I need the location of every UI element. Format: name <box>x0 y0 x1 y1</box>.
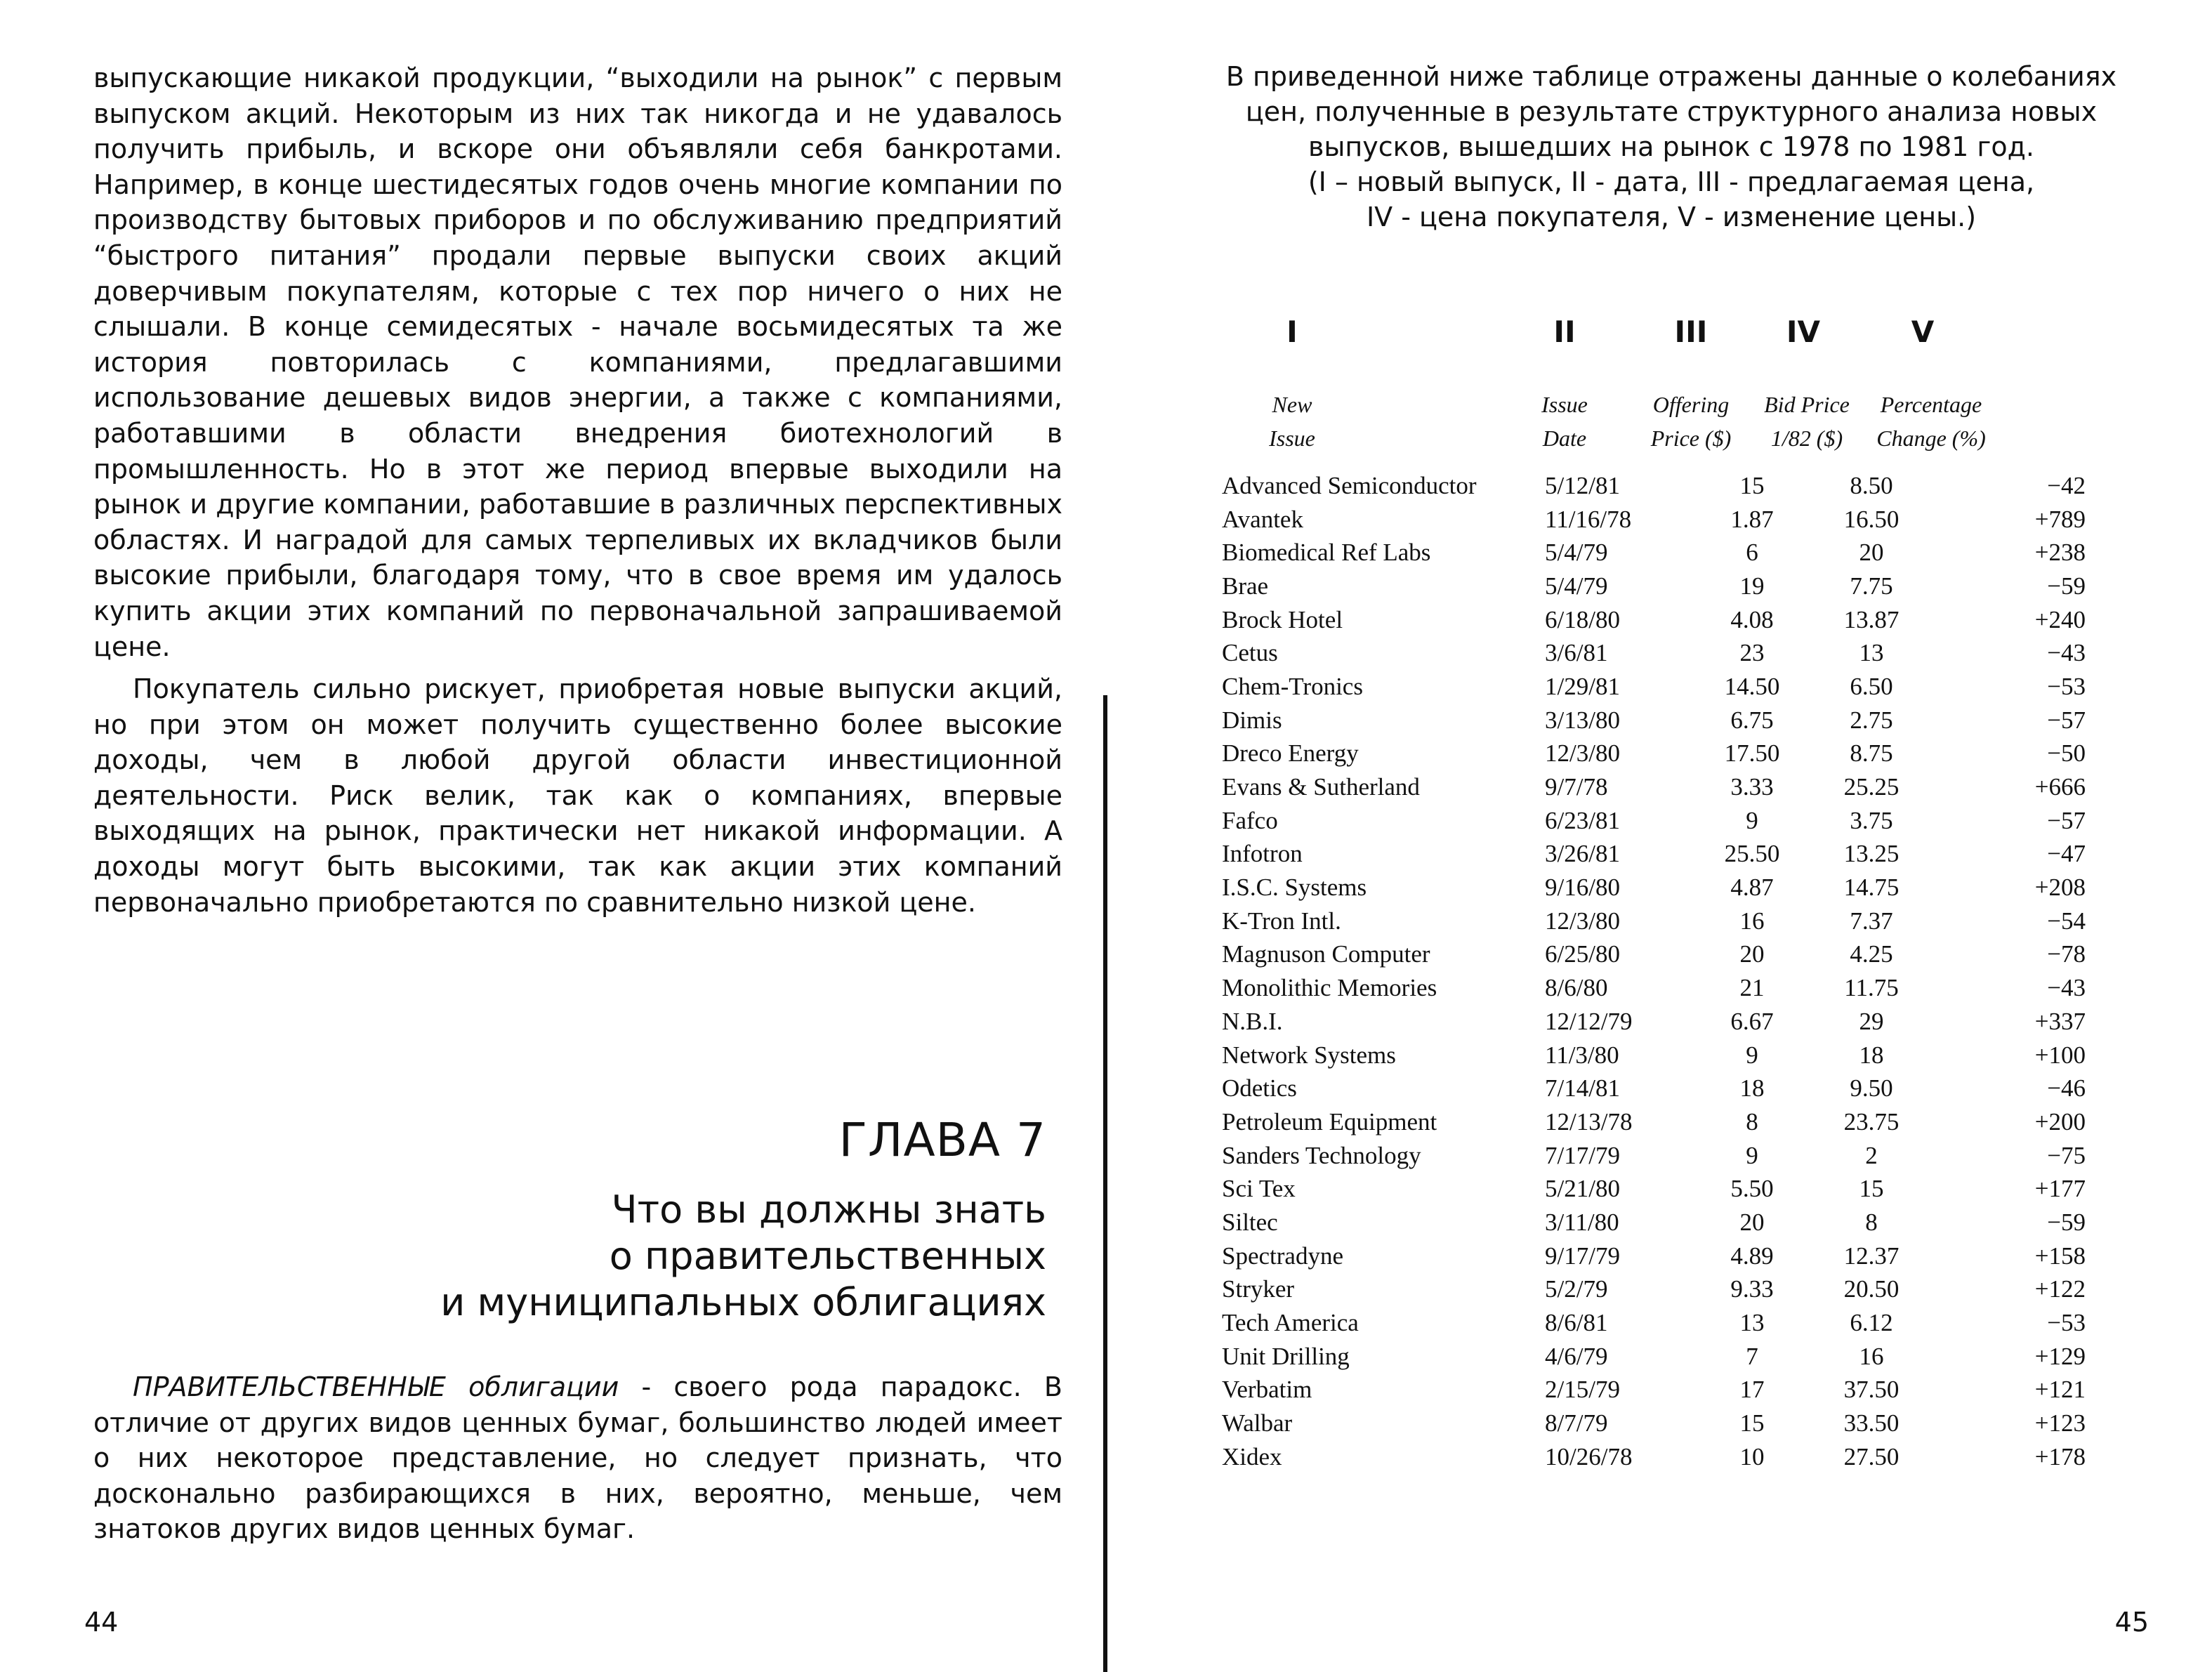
percentage-change-cell: −78 <box>2047 940 2086 968</box>
page-number-left: 44 <box>84 1607 119 1638</box>
offering-price-cell: 16 <box>1739 907 1765 935</box>
page-gutter-line <box>1103 695 1107 1672</box>
issue-name-cell: Sci Tex <box>1222 1175 1296 1203</box>
column-header <box>1745 388 1869 455</box>
issue-date-cell: 5/4/79 <box>1545 572 1608 600</box>
table-row <box>1222 469 2086 503</box>
issue-name-cell: Cetus <box>1222 639 1278 667</box>
issue-date-cell: 3/13/80 <box>1545 706 1620 734</box>
issue-date-cell: 9/16/80 <box>1545 874 1620 902</box>
bid-price-cell: 13.87 <box>1843 605 1900 633</box>
intro-line: выпусков, вышедших на рынок с 1978 по 1981 год. <box>1308 131 2034 162</box>
issue-date-cell: 6/25/80 <box>1545 940 1620 968</box>
issue-date-cell: 6/18/80 <box>1545 605 1620 633</box>
offering-price-cell: 19 <box>1739 572 1765 600</box>
table-row <box>1222 603 2086 637</box>
table-row <box>1222 838 2086 871</box>
bid-price-cell: 9.50 <box>1850 1074 1893 1102</box>
issue-name-cell: Xidex <box>1222 1442 1282 1470</box>
bid-price-cell: 16.50 <box>1843 505 1900 533</box>
percentage-change-cell: −53 <box>2047 1309 2086 1337</box>
issue-date-cell: 11/16/78 <box>1545 505 1632 533</box>
issue-name-cell: Infotron <box>1222 840 1303 868</box>
table-row <box>1222 536 2086 570</box>
percentage-change-cell: +129 <box>2034 1342 2086 1370</box>
bid-price-cell: 29 <box>1859 1007 1884 1035</box>
issue-name-cell: Biomedical Ref Labs <box>1222 539 1431 567</box>
bid-price-cell: 6.50 <box>1850 672 1893 700</box>
table-row <box>1222 670 2086 704</box>
bid-price-cell: 8.50 <box>1850 471 1893 499</box>
percentage-change-cell: −59 <box>2047 572 2086 600</box>
issue-name-cell: Magnuson Computer <box>1222 940 1430 968</box>
table-row <box>1222 1206 2086 1239</box>
bid-price-cell: 7.75 <box>1850 572 1893 600</box>
issue-name-cell: Siltec <box>1222 1208 1278 1236</box>
offering-price-cell: 14.50 <box>1724 672 1780 700</box>
issue-date-cell: 5/2/79 <box>1545 1275 1608 1303</box>
issue-name-cell: Avantek <box>1222 505 1303 533</box>
issue-name-cell: Stryker <box>1222 1275 1295 1303</box>
percentage-change-cell: +123 <box>2034 1409 2086 1437</box>
paragraph-3 <box>93 1369 1062 1547</box>
bid-price-cell: 15 <box>1859 1175 1884 1203</box>
percentage-change-cell: −42 <box>2047 471 2086 499</box>
issue-name-cell: Tech America <box>1222 1309 1359 1337</box>
offering-price-cell: 4.89 <box>1730 1242 1774 1270</box>
table-row <box>1222 904 2086 938</box>
bid-price-cell: 13 <box>1859 639 1884 667</box>
issue-name-cell: Petroleum Equipment <box>1222 1107 1437 1135</box>
percentage-change-cell: −59 <box>2047 1208 2086 1236</box>
percentage-change-cell: −54 <box>2047 907 2086 935</box>
offering-price-cell: 5.50 <box>1730 1175 1774 1203</box>
percentage-change-cell: −47 <box>2047 840 2086 868</box>
issue-date-cell: 1/29/81 <box>1545 672 1620 700</box>
issue-date-cell: 12/13/78 <box>1545 1107 1633 1135</box>
issue-name-cell: Unit Drilling <box>1222 1342 1350 1370</box>
table-row <box>1222 1340 2086 1374</box>
column-header-line: Offering <box>1652 392 1730 417</box>
offering-price-cell: 10 <box>1739 1442 1765 1470</box>
chapter-title-line: о правительственных <box>609 1234 1046 1278</box>
table-row <box>1222 636 2086 670</box>
issue-date-cell: 7/17/79 <box>1545 1141 1620 1169</box>
paragraph-3-rest: - своего рода парадокс. В отличие от других видов ценных бумаг, большинство людей имеет о них некоторое представление, но следует признать, что досконально разбирающихся в них, вероятно, меньше, чем знатоков других видов ценных бумаг. <box>93 1371 1062 1545</box>
bid-price-cell: 7.37 <box>1850 907 1893 935</box>
offering-price-cell: 9 <box>1746 1141 1758 1169</box>
column-header-line: Percentage <box>1880 392 1982 417</box>
offering-price-cell: 20 <box>1739 940 1765 968</box>
issue-name-cell: Chem-Tronics <box>1222 672 1363 700</box>
offering-price-cell: 6.67 <box>1730 1007 1774 1035</box>
bid-price-cell: 11.75 <box>1844 974 1899 1002</box>
issue-date-cell: 12/3/80 <box>1545 907 1620 935</box>
issue-date-cell: 2/15/79 <box>1545 1376 1620 1404</box>
bid-price-cell: 20.50 <box>1843 1275 1900 1303</box>
offering-price-cell: 18 <box>1739 1074 1765 1102</box>
issue-date-cell: 5/21/80 <box>1545 1175 1620 1203</box>
chapter-title-line: Что вы должны знать <box>611 1187 1046 1232</box>
paragraph-3-lead: ПРАВИТЕЛЬСТВЕННЫЕ облигации <box>133 1371 619 1402</box>
issue-date-cell: 10/26/78 <box>1545 1442 1633 1470</box>
roman-header-row <box>1110 315 2212 353</box>
roman-header: I <box>1286 315 1298 349</box>
chapter-label: ГЛАВА 7 <box>838 1113 1046 1167</box>
percentage-change-cell: +158 <box>2034 1242 2086 1270</box>
table-row <box>1222 938 2086 972</box>
table-row <box>1222 1239 2086 1273</box>
bid-price-cell: 16 <box>1859 1342 1884 1370</box>
column-header-line: Issue <box>1269 426 1315 451</box>
issue-name-cell: Dreco Energy <box>1222 739 1359 768</box>
issue-date-cell: 5/12/81 <box>1545 471 1620 499</box>
column-header-line: New <box>1272 392 1312 417</box>
bid-price-cell: 2.75 <box>1850 706 1893 734</box>
percentage-change-cell: −46 <box>2047 1074 2086 1102</box>
percentage-change-cell: +337 <box>2034 1007 2086 1035</box>
table-row <box>1222 1273 2086 1307</box>
bid-price-cell: 14.75 <box>1843 874 1900 902</box>
intro-line: IV - цена покупателя, V - изменение цены.) <box>1366 202 1977 232</box>
percentage-change-cell: −57 <box>2047 706 2086 734</box>
issue-name-cell: Network Systems <box>1222 1041 1396 1069</box>
bid-price-cell: 33.50 <box>1843 1409 1900 1437</box>
roman-header: II <box>1553 315 1576 349</box>
offering-price-cell: 15 <box>1739 471 1765 499</box>
offering-price-cell: 9.33 <box>1730 1275 1774 1303</box>
offering-price-cell: 25.50 <box>1724 840 1780 868</box>
issue-date-cell: 6/23/81 <box>1545 806 1620 834</box>
offering-price-cell: 7 <box>1746 1342 1758 1370</box>
paragraph-1: выпускающие никакой продукции, “выходили на рынок” с первым выпуском акций. Некоторым из них так никогда и не удавалось получить прибыль, и вскоре они объявляли себя банкротами. Например, в конце шестидесятых годов очень многие компании по производству бытовых приборов и по обслуживанию предприятий “быстрого питания” продали первые выпуски своих акций доверчивым покупателям, которые с тех пор ничего о них не слышали. В конце семидесятых - начале восьмидесятых та же история повторилась с компаниями, предлагавшими использование дешевых видов энергии, а также с компаниями, работавшими в области внедрения биотехнологий в промышленность. Но в этот же период впервые выходили на рынок и другие компании, работавшие в различных перспективных областях. И наградой для самых терпеливых их вкладчиков были высокие прибыли, благодаря тому, что в свое время им удалось купить акции этих компаний по первоначальной запрашиваемой цене. <box>93 62 1062 662</box>
issue-name-cell: Advanced Semiconductor <box>1222 471 1477 499</box>
column-header-line: Change (%) <box>1876 426 1986 451</box>
chapter-title <box>133 1187 1046 1326</box>
roman-header: V <box>1911 315 1935 349</box>
table-row <box>1222 503 2086 537</box>
offering-price-cell: 1.87 <box>1730 505 1774 533</box>
column-header <box>1222 388 1362 455</box>
table-row <box>1222 1172 2086 1206</box>
issue-date-cell: 8/7/79 <box>1545 1409 1608 1437</box>
issue-name-cell: Brock Hotel <box>1222 605 1343 633</box>
intro-line: (I – новый выпуск, II - дата, III - предлагаемая цена, <box>1308 166 2035 197</box>
table-row <box>1222 1306 2086 1340</box>
bid-price-cell: 8 <box>1865 1208 1878 1236</box>
percentage-change-cell: +666 <box>2034 773 2086 801</box>
issue-name-cell: Verbatim <box>1222 1376 1312 1404</box>
roman-header: III <box>1674 315 1708 349</box>
column-header-line: Price ($) <box>1650 426 1732 451</box>
column-header-line: Issue <box>1541 392 1588 417</box>
percentage-change-cell: +122 <box>2034 1275 2086 1303</box>
table-row <box>1222 570 2086 603</box>
table-intro <box>1187 59 2156 235</box>
percentage-change-cell: −43 <box>2047 639 2086 667</box>
bid-price-cell: 13.25 <box>1843 840 1900 868</box>
bid-price-cell: 12.37 <box>1843 1242 1900 1270</box>
offering-price-cell: 8 <box>1746 1107 1758 1135</box>
issue-name-cell: Brae <box>1222 572 1269 600</box>
issue-name-cell: Walbar <box>1222 1409 1293 1437</box>
offering-price-cell: 9 <box>1746 1041 1758 1069</box>
price-change-table <box>1222 469 2086 1474</box>
chapter-title-line: и муниципальных облигациях <box>440 1280 1046 1324</box>
table-row <box>1222 1072 2086 1105</box>
table-row <box>1222 704 2086 737</box>
bid-price-cell: 4.25 <box>1850 940 1893 968</box>
column-header <box>1854 388 2008 455</box>
table-row <box>1222 804 2086 838</box>
offering-price-cell: 17.50 <box>1724 739 1780 768</box>
issue-date-cell: 3/11/80 <box>1545 1208 1619 1236</box>
offering-price-cell: 17 <box>1739 1376 1765 1404</box>
table-row <box>1222 1039 2086 1072</box>
table-row <box>1222 1005 2086 1039</box>
bid-price-cell: 8.75 <box>1850 739 1893 768</box>
table-row <box>1222 1105 2086 1139</box>
percentage-change-cell: +240 <box>2034 605 2086 633</box>
table-row <box>1222 971 2086 1005</box>
table-row <box>1222 1139 2086 1173</box>
percentage-change-cell: −50 <box>2047 739 2086 768</box>
offering-price-cell: 4.08 <box>1730 605 1774 633</box>
issue-name-cell: Sanders Technology <box>1222 1141 1421 1169</box>
percentage-change-cell: −43 <box>2047 974 2086 1002</box>
table-row <box>1222 871 2086 904</box>
issue-date-cell: 9/17/79 <box>1545 1242 1620 1270</box>
offering-price-cell: 3.33 <box>1730 773 1774 801</box>
column-header <box>1503 388 1626 455</box>
percentage-change-cell: +238 <box>2034 539 2086 567</box>
column-header-line: Bid Price <box>1764 392 1850 417</box>
issue-date-cell: 4/6/79 <box>1545 1342 1608 1370</box>
offering-price-cell: 6.75 <box>1730 706 1774 734</box>
issue-name-cell: Odetics <box>1222 1074 1297 1102</box>
intro-line: В приведенной ниже таблице отражены данные о колебаниях <box>1225 61 2117 92</box>
percentage-change-cell: +789 <box>2034 505 2086 533</box>
bid-price-cell: 2 <box>1865 1141 1878 1169</box>
column-header <box>1629 388 1753 455</box>
table-row <box>1222 770 2086 804</box>
offering-price-cell: 20 <box>1739 1208 1765 1236</box>
issue-name-cell: I.S.C. Systems <box>1222 874 1367 902</box>
percentage-change-cell: +178 <box>2034 1442 2086 1470</box>
table-row <box>1222 1374 2086 1407</box>
issue-date-cell: 3/26/81 <box>1545 840 1620 868</box>
bid-price-cell: 27.50 <box>1843 1442 1900 1470</box>
table-row <box>1222 1407 2086 1440</box>
bid-price-cell: 20 <box>1859 539 1884 567</box>
offering-price-cell: 15 <box>1739 1409 1765 1437</box>
page-number-right: 45 <box>2114 1607 2149 1638</box>
issue-name-cell: Dimis <box>1222 706 1282 734</box>
bid-price-cell: 3.75 <box>1850 806 1893 834</box>
offering-price-cell: 9 <box>1746 806 1758 834</box>
bid-price-cell: 18 <box>1859 1041 1884 1069</box>
percentage-change-cell: +121 <box>2034 1376 2086 1404</box>
issue-name-cell: N.B.I. <box>1222 1007 1283 1035</box>
issue-date-cell: 3/6/81 <box>1545 639 1608 667</box>
table-row <box>1222 737 2086 771</box>
issue-date-cell: 7/14/81 <box>1545 1074 1620 1102</box>
issue-date-cell: 9/7/78 <box>1545 773 1608 801</box>
percentage-change-cell: −57 <box>2047 806 2086 834</box>
bid-price-cell: 23.75 <box>1843 1107 1900 1135</box>
issue-name-cell: Spectradyne <box>1222 1242 1343 1270</box>
right-page <box>1110 0 2212 1672</box>
percentage-change-cell: +200 <box>2034 1107 2086 1135</box>
percentage-change-cell: −53 <box>2047 672 2086 700</box>
issue-date-cell: 12/12/79 <box>1545 1007 1633 1035</box>
bid-price-cell: 25.25 <box>1843 773 1900 801</box>
issue-date-cell: 8/6/80 <box>1545 974 1608 1002</box>
percentage-change-cell: +208 <box>2034 874 2086 902</box>
column-header-line: 1/82 ($) <box>1770 426 1843 451</box>
issue-name-cell: Monolithic Memories <box>1222 974 1437 1002</box>
roman-header: IV <box>1786 315 1821 349</box>
offering-price-cell: 4.87 <box>1730 874 1774 902</box>
issue-date-cell: 12/3/80 <box>1545 739 1620 768</box>
percentage-change-cell: +177 <box>2034 1175 2086 1203</box>
intro-line: цен, полученные в результате структурного анализа новых <box>1245 96 2098 127</box>
issue-date-cell: 8/6/81 <box>1545 1309 1608 1337</box>
offering-price-cell: 21 <box>1739 974 1765 1002</box>
paragraph-2: Покупатель сильно рискует, приобретая новые выпуски акций, но при этом он может получить существенно более высокие доходы, чем в любой другой области инвестиционной деятельности. Риск велик, так как о компаниях, впервые выходящих на рынок, практически нет никакой информации. А доходы могут быть высокими, так как акции этих компаний первоначально приобретаются по сравнительно низкой цене. <box>93 673 1062 918</box>
issue-date-cell: 11/3/80 <box>1545 1041 1619 1069</box>
issue-name-cell: Evans & Sutherland <box>1222 773 1420 801</box>
issue-name-cell: Fafco <box>1222 806 1278 834</box>
offering-price-cell: 6 <box>1746 539 1758 567</box>
left-page <box>0 0 1095 1672</box>
percentage-change-cell: −75 <box>2047 1141 2086 1169</box>
issue-date-cell: 5/4/79 <box>1545 539 1608 567</box>
percentage-change-cell: +100 <box>2034 1041 2086 1069</box>
bid-price-cell: 6.12 <box>1850 1309 1893 1337</box>
issue-name-cell: K-Tron Intl. <box>1222 907 1341 935</box>
column-header-line: Date <box>1542 426 1587 451</box>
bid-price-cell: 37.50 <box>1843 1376 1900 1404</box>
table-row <box>1222 1440 2086 1474</box>
offering-price-cell: 13 <box>1739 1309 1765 1337</box>
offering-price-cell: 23 <box>1739 639 1765 667</box>
